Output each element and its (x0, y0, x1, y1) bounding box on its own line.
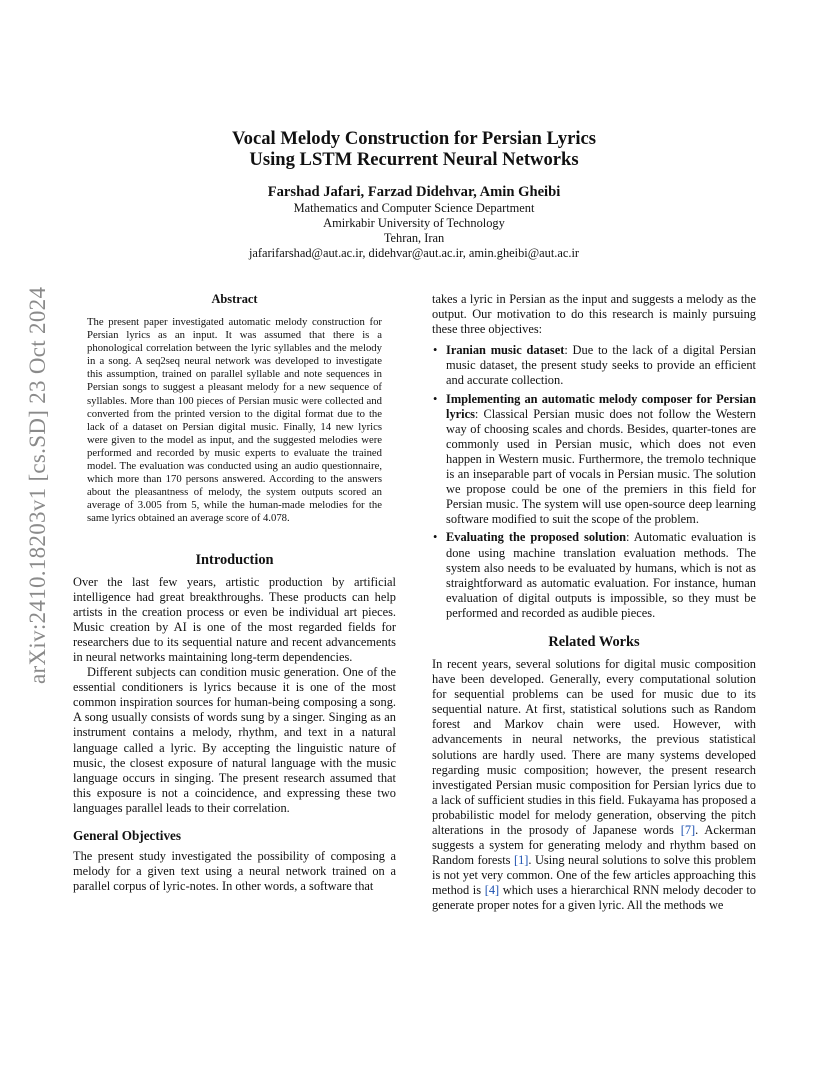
citation-link[interactable]: [7] (680, 823, 696, 837)
related-works-text: . Ackerman suggests a system for generating melody and rhythm based on Random forests (432, 823, 756, 868)
affiliation-department: Mathematics and Computer Science Department (293, 201, 535, 215)
right-column (432, 292, 756, 914)
general-objectives-continuation: takes a lyric in Persian as the input and suggests a melody as the output. Our motivation to do this research is mainly pursuing these three objectives: (432, 292, 756, 337)
related-works-paragraph (432, 657, 756, 914)
objective-text: : Due to the lack of a digital Persian music dataset, the present study seeks to provide an efficient and accurate collection. (446, 343, 756, 388)
bullet-icon: • (433, 391, 438, 406)
related-works-heading: Related Works (548, 633, 640, 650)
general-objectives-paragraph: The present study investigated the possibility of composing a melody for a given text using a neural network trained on a parallel corpus of lyric-notes. In other words, a software that (73, 849, 396, 894)
objective-term: Evaluating the proposed solution (446, 530, 627, 545)
objective-term: Iranian music dataset (446, 343, 565, 358)
objective-item (432, 392, 756, 528)
paper-title (0, 128, 828, 170)
title-line-1: Vocal Melody Construction for Persian Lyrics (231, 128, 597, 149)
introduction-heading: Introduction (195, 551, 274, 568)
bullet-icon: • (433, 343, 438, 358)
general-objectives-heading: General Objectives (73, 828, 182, 843)
introduction-paragraph-2: Different subjects can condition music generation. One of the essential conditioners is lyrics because it is one of the most common inspiration sources for human-being composing a song. A song usually consists of words sung by a singer. Singing as an instrument contains a melody, rhythm, and text in a natural language called a lyric. By accepting the linguistic nature of music, the closest exposure of natural language with the music language occurs in singing. The present research assumed that this exposure is not a coincidence, and expressing these two languages parallel leads to their correlation. (73, 665, 396, 815)
author-emails: jafarifarshad@aut.ac.ir, didehvar@aut.ac.ir, amin.gheibi@aut.ac.ir (248, 246, 580, 260)
abstract-text: The present paper investigated automatic melody construction for Persian lyrics as an input. It was assumed that there is a phonological correlation between the lyric syllables and the melody in a song. A seq2seq neural network was developed to investigate this assumption, trained on parallel syllable and note sequences in Persian songs to suggest a pleasant melody for a new sequence of syllables. More than 100 pieces of Persian music were collected and converted from the printed version to the digital format due to the lack of a dataset on Persian digital music. Finally, 14 new lyrics were given to the model as input, and the suggested melodies were performed and recorded by music experts to evaluate the trained model. The evaluation was conducted using an audio questionnaire, which more than 170 persons answered. According to the answers about the pleasantness of melody, the system outputs scored an average of 3.005 from 5, while the human-made melodies for the same lyrics obtained an average score of 4.078. (87, 316, 382, 525)
affiliation-university: Amirkabir University of Technology (323, 216, 505, 230)
related-works-text: . Using neural solutions to solve this problem is not yet very common. One of the few articles approaching this method is (432, 853, 756, 898)
affiliation-location: Tehran, Iran (383, 231, 445, 245)
objective-text: : Classical Persian music does not follow the Western way of choosing scales and chords. Besides, quarter-tones are commonly used in Persian music, which does not even happen in Western music. Furthermore, the tremolo technique is an inseparable part of vocals in Persian music. The solution we propose could be one of the premiers in this field for Persian music. The system will use open-source deep learning software modified to suit the scope of the problem. (446, 406, 756, 527)
left-column (73, 292, 396, 894)
title-line-2: Using LSTM Recurrent Neural Networks (249, 149, 579, 170)
objective-term: Implementing an automatic melody composer for Persian lyrics (446, 391, 756, 421)
objective-item (432, 530, 756, 621)
objective-item (432, 343, 756, 388)
bullet-icon: • (433, 530, 438, 545)
paper-header (0, 128, 828, 261)
citation-link[interactable]: [4] (484, 883, 500, 898)
objectives-list (432, 343, 756, 621)
abstract-heading: Abstract (211, 292, 258, 306)
introduction-paragraph-1: Over the last few years, artistic production by artificial intelligence had great breakthroughs. These products can help artists in the creation process or even be individual art pieces. Music creation by AI is one of the most regarded fields for researchers due to its sequential nature and recent advancements in neural networks maintaining long-term dependencies. (73, 574, 396, 664)
related-works-text: which uses a hierarchical RNN melody decoder to generate proper notes for a given lyric. All the methods we (432, 883, 756, 913)
author-list: Farshad Jafari, Farzad Didehvar, Amin Gheibi (267, 184, 561, 200)
related-works-text: In recent years, several solutions for digital music composition have been developed. Generally, every computational solution for sequential problems can be used for music due to its sequential nature. At first, statistical solutions such as Random forest and Markov chain were used. However, with advancements in neural networks, the previous statistical solutions are hardly used. There are many systems developed regarding music composition; however, the present research investigated Persian music composition for Persian lyrics due to a lack of sufficient studies in this field. Fukayama has proposed a probabilistic model for melody generation, observing the pitch alterations in the prosody of Japanese words (432, 656, 756, 837)
citation-link[interactable]: [1] (513, 853, 529, 868)
arxiv-identifier: arXiv:2410.18203v1 [cs.SD] 23 Oct 2024 (25, 286, 50, 684)
objective-text: : Automatic evaluation is done using machine translation evaluation methods. The system also needs to be evaluated by humans, which is not as straightforward as automatic evaluation. For instance, human evaluation of digital outputs is impossible, so they must be performed and recorded as audible pieces. (446, 530, 756, 620)
